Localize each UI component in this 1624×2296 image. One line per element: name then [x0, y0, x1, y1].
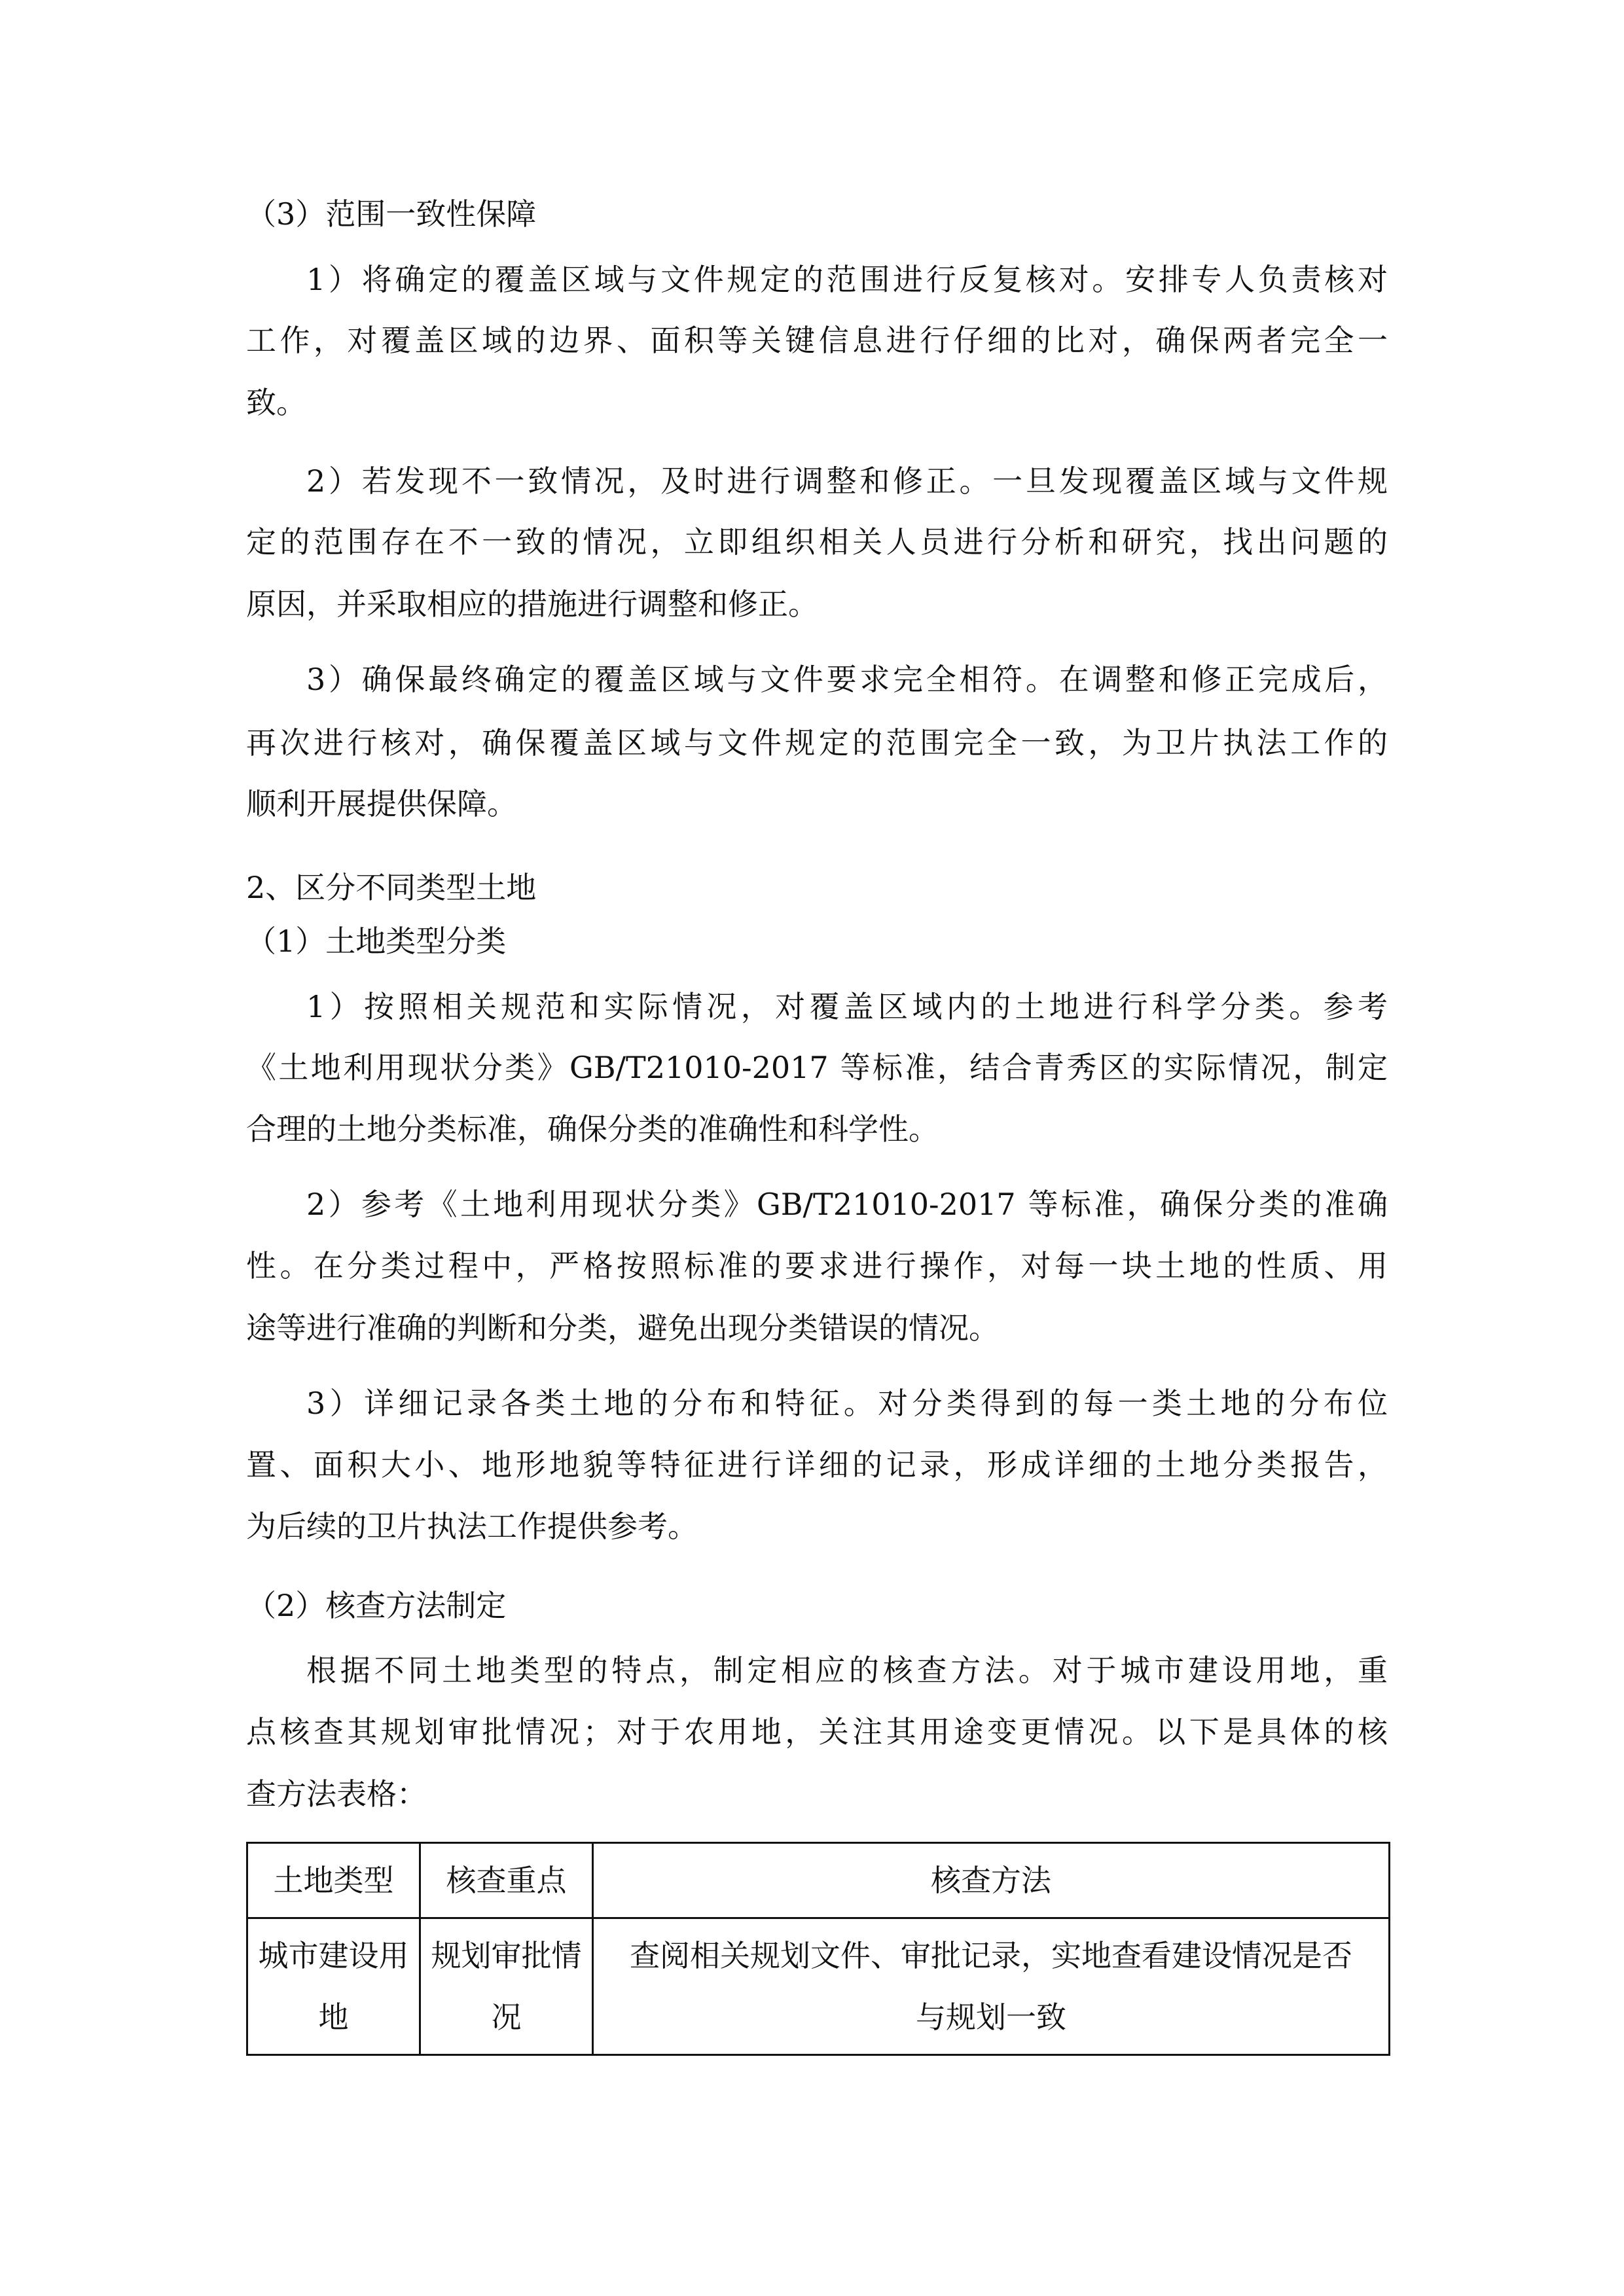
paragraph-line: 查方法表格：: [246, 1776, 427, 1812]
cell-text-line: 查阅相关规划文件、审批记录，实地查看建设情况是否: [630, 1938, 1352, 1973]
cell-check-method: [593, 1918, 1390, 2055]
paragraph-line: 顺利开展提供保障。: [246, 786, 517, 821]
paragraph-line: 合理的土地分类标准，确保分类的准确性和科学性。: [246, 1111, 939, 1147]
paragraph-line: 1）按照相关规范和实际情况，对覆盖区域内的土地进行科学分类。参考: [306, 989, 1388, 1024]
paragraph-line: 根据不同土地类型的特点，制定相应的核查方法。对于城市建设用地，重: [306, 1653, 1388, 1688]
table-row: [247, 1918, 1390, 2055]
paragraph-line: 工作，对覆盖区域的边界、面积等关键信息进行仔细的比对，确保两者完全一: [246, 323, 1388, 358]
paragraph-line: 《土地利用现状分类》GB/T21010-2017 等标准，结合青秀区的实际情况，制定: [246, 1050, 1388, 1085]
paragraph-line: 2）若发现不一致情况，及时进行调整和修正。一旦发现覆盖区域与文件规: [306, 463, 1388, 499]
header-land-type: 土地类型: [247, 1843, 420, 1918]
cell-land-type: [247, 1918, 420, 2055]
subsection-2-heading: （2）核查方法制定: [246, 1588, 507, 1623]
paragraph-line: 定的范围存在不一致的情况，立即组织相关人员进行分析和研究，找出问题的: [246, 524, 1388, 560]
section-3-heading: （3）范围一致性保障: [246, 196, 537, 232]
section-2-heading: 2、区分不同类型土地: [246, 870, 537, 905]
paragraph-line: 3）详细记录各类土地的分布和特征。对分类得到的每一类土地的分布位: [306, 1386, 1388, 1421]
cell-check-focus: [420, 1918, 593, 2055]
subsection-1-heading: （1）土地类型分类: [246, 924, 507, 959]
paragraph-line: 致。: [246, 385, 306, 420]
paragraph-line: 再次进行核对，确保覆盖区域与文件规定的范围完全一致，为卫片执法工作的: [246, 725, 1388, 761]
paragraph-line: 原因，并采取相应的措施进行调整和修正。: [246, 586, 818, 622]
paragraph-line: 点核查其规划审批情况；对于农用地，关注其用途变更情况。以下是具体的核: [246, 1714, 1388, 1749]
paragraph-line: 性。在分类过程中，严格按照标准的要求进行操作，对每一块土地的性质、用: [246, 1248, 1388, 1283]
paragraph-line: 2）参考《土地利用现状分类》GB/T21010-2017 等标准，确保分类的准确: [306, 1187, 1388, 1222]
header-check-method: 核查方法: [593, 1843, 1390, 1918]
paragraph-line: 途等进行准确的判断和分类，避免出现分类错误的情况。: [246, 1310, 999, 1346]
cell-text-line: 与规划一致: [916, 2000, 1066, 2035]
paragraph-line: 3）确保最终确定的覆盖区域与文件要求完全相符。在调整和修正完成后，: [306, 662, 1388, 697]
inspection-method-table: [246, 1842, 1390, 2056]
cell-text-line: 城市建设用: [258, 1938, 409, 1973]
table-header-row: [247, 1843, 1390, 1918]
paragraph-line: 1）将确定的覆盖区域与文件规定的范围进行反复核对。安排专人负责核对: [306, 262, 1388, 297]
cell-text-line: 地: [318, 2000, 349, 2035]
paragraph-line: 为后续的卫片执法工作提供参考。: [246, 1509, 698, 1544]
paragraph-line: 置、面积大小、地形地貌等特征进行详细的记录，形成详细的土地分类报告，: [246, 1447, 1388, 1482]
header-check-focus: 核查重点: [420, 1843, 593, 1918]
cell-text-line: 况: [491, 2000, 522, 2035]
cell-text-line: 规划审批情: [431, 1938, 582, 1973]
